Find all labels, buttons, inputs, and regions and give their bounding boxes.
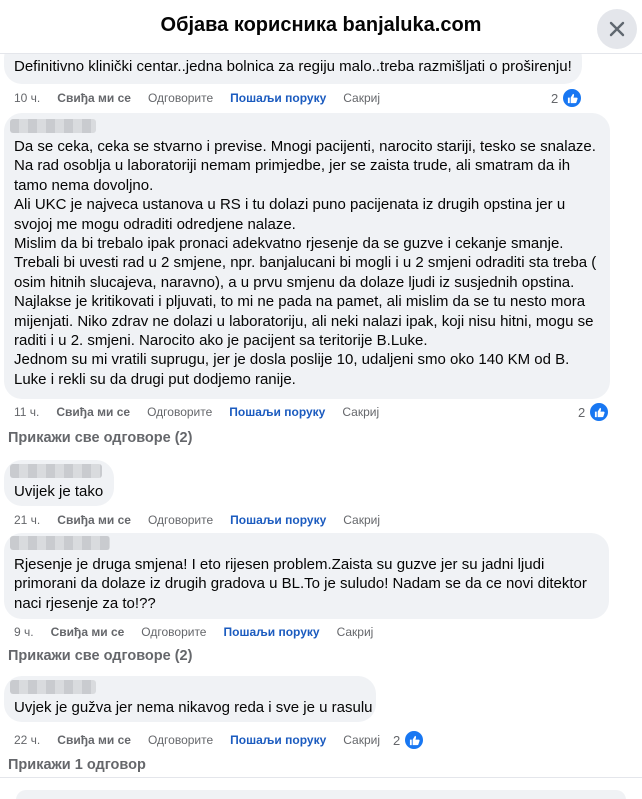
like-button[interactable]: Свиђа ми се [57, 513, 131, 527]
send-message-button[interactable]: Пошаљи поруку [223, 625, 320, 639]
comment-text: Uvijek je tako [14, 483, 104, 500]
reaction-number: 2 [393, 732, 401, 748]
comment-text: Uvjek je gužva jer nema nikavog reda i sve je u rasulu [14, 699, 373, 716]
comment-bubble [4, 113, 610, 399]
reply-button[interactable]: Одговорите [141, 625, 207, 639]
comment-actions [14, 624, 390, 640]
thumbs-up-icon [403, 729, 425, 751]
thumbs-up-icon [588, 401, 610, 423]
hide-button[interactable]: Сакриј [342, 405, 380, 419]
send-message-button[interactable]: Пошаљи поруку [230, 733, 327, 747]
comment-actions [14, 732, 397, 748]
reply-button[interactable]: Одговорите [147, 405, 213, 419]
show-all-replies-link[interactable]: Прикажи све одговоре (2) [8, 648, 193, 664]
hide-button[interactable]: Сакриј [343, 91, 381, 105]
like-button[interactable]: Свиђа ми се [50, 625, 125, 639]
like-button[interactable]: Свиђа ми се [56, 405, 131, 419]
reaction-count[interactable] [393, 729, 425, 751]
comment-time[interactable]: 22 ч. [14, 733, 41, 747]
comment-bubble [4, 460, 114, 506]
like-button[interactable]: Свиђа ми се [57, 91, 131, 105]
reaction-count[interactable] [551, 87, 583, 109]
hide-button[interactable]: Сакриј [343, 733, 381, 747]
show-all-replies-link[interactable]: Прикажи све одговоре (2) [8, 430, 193, 446]
author-name[interactable] [10, 680, 96, 694]
author-name[interactable] [10, 536, 110, 550]
author-name[interactable] [10, 119, 96, 133]
dialog-title: Објава корисника banjaluka.com [160, 14, 482, 36]
send-message-button[interactable]: Пошаљи поруку [230, 91, 327, 105]
comment-time[interactable]: 21 ч. [14, 513, 41, 527]
send-message-button[interactable]: Пошаљи поруку [230, 513, 327, 527]
close-icon [609, 21, 625, 37]
comment-time[interactable]: 10 ч. [14, 91, 41, 105]
hide-button[interactable]: Сакриј [336, 625, 374, 639]
reaction-number: 2 [551, 90, 559, 106]
comment-input[interactable] [16, 790, 626, 799]
reply-button[interactable]: Одговорите [147, 733, 214, 747]
comment-text: Definitivno klinički centar..jedna bolnica za regiju malo..treba razmišljati o proširenju! [14, 58, 572, 75]
send-message-button[interactable]: Пошаљи поруку [229, 405, 326, 419]
like-button[interactable]: Свиђа ми се [57, 733, 131, 747]
comment-bubble [4, 676, 376, 722]
reply-button[interactable]: Одговорите [147, 513, 214, 527]
comment-bubble [4, 533, 609, 619]
show-replies-link[interactable]: Прикажи 1 одговор [8, 757, 146, 773]
author-name[interactable] [10, 464, 102, 478]
comment-text: Da se ceka, ceka se stvarno i previse. Mnogi pacijenti, narocito stariji, tesko se snalaze. Na rad osoblja u laboratoriji nemam primjedbe, jer se zaista trude, ali smatram da ih tamo nema dovoljno. Ali UKC je najveca ustanova u RS i tu dolazi puno pacijenata iz drugih opstina jer u svojoj me mogu odraditi odredjene nalaze. Mislim da bi trebalo ipak pronaci adekvatno rjesenje da se guzve i cekanje smanje. Trebali bi uvesti rad u 2 smjene, npr. banjalucani bi mogli i u 2 smjeni odraditi sta treba ( osim hitnih slucajeva, naravno), a u prvu smjenu da dolaze ljudi iz susjednih opstina. Najlakse je kritikovati i pljuvati, to mi ne pada na pamet, ali mislim da se tu nesto mora mijenjati. Niko zdrav ne dolazi u laboratoriju, ali neki nalazi ipak, koji nisu hitni, mogu se raditi i u 2. smjeni. Narocito ako je pacijent sa teritorije B.Luke. Jednom su mi vratili suprugu, jer je dosla poslije 10, udaljeni smo oko 140 KM od B. Luke i rekli su da drugi put dodjemo ranije. [14, 138, 597, 388]
comment-time[interactable]: 11 ч. [14, 405, 40, 419]
comment-time[interactable]: 9 ч. [14, 625, 34, 639]
reaction-number: 2 [578, 404, 586, 420]
dialog-header [0, 0, 642, 54]
reply-button[interactable]: Одговорите [147, 91, 214, 105]
comment-actions [14, 404, 396, 420]
reaction-count[interactable] [578, 401, 610, 423]
hide-button[interactable]: Сакриј [343, 513, 381, 527]
comment-actions [14, 512, 397, 528]
comment-actions [14, 90, 397, 106]
close-button[interactable] [597, 9, 637, 49]
comment-text: Rjesenje je druga smjena! I eto rijesen problem.Zaista su guzve jer su jadni ljudi primorani da dolaze iz drugih gradova u BL.To je suludo! Nadam se da ce novi ditektor naci rjesenje za to!?? [14, 556, 587, 612]
thumbs-up-icon [561, 87, 583, 109]
